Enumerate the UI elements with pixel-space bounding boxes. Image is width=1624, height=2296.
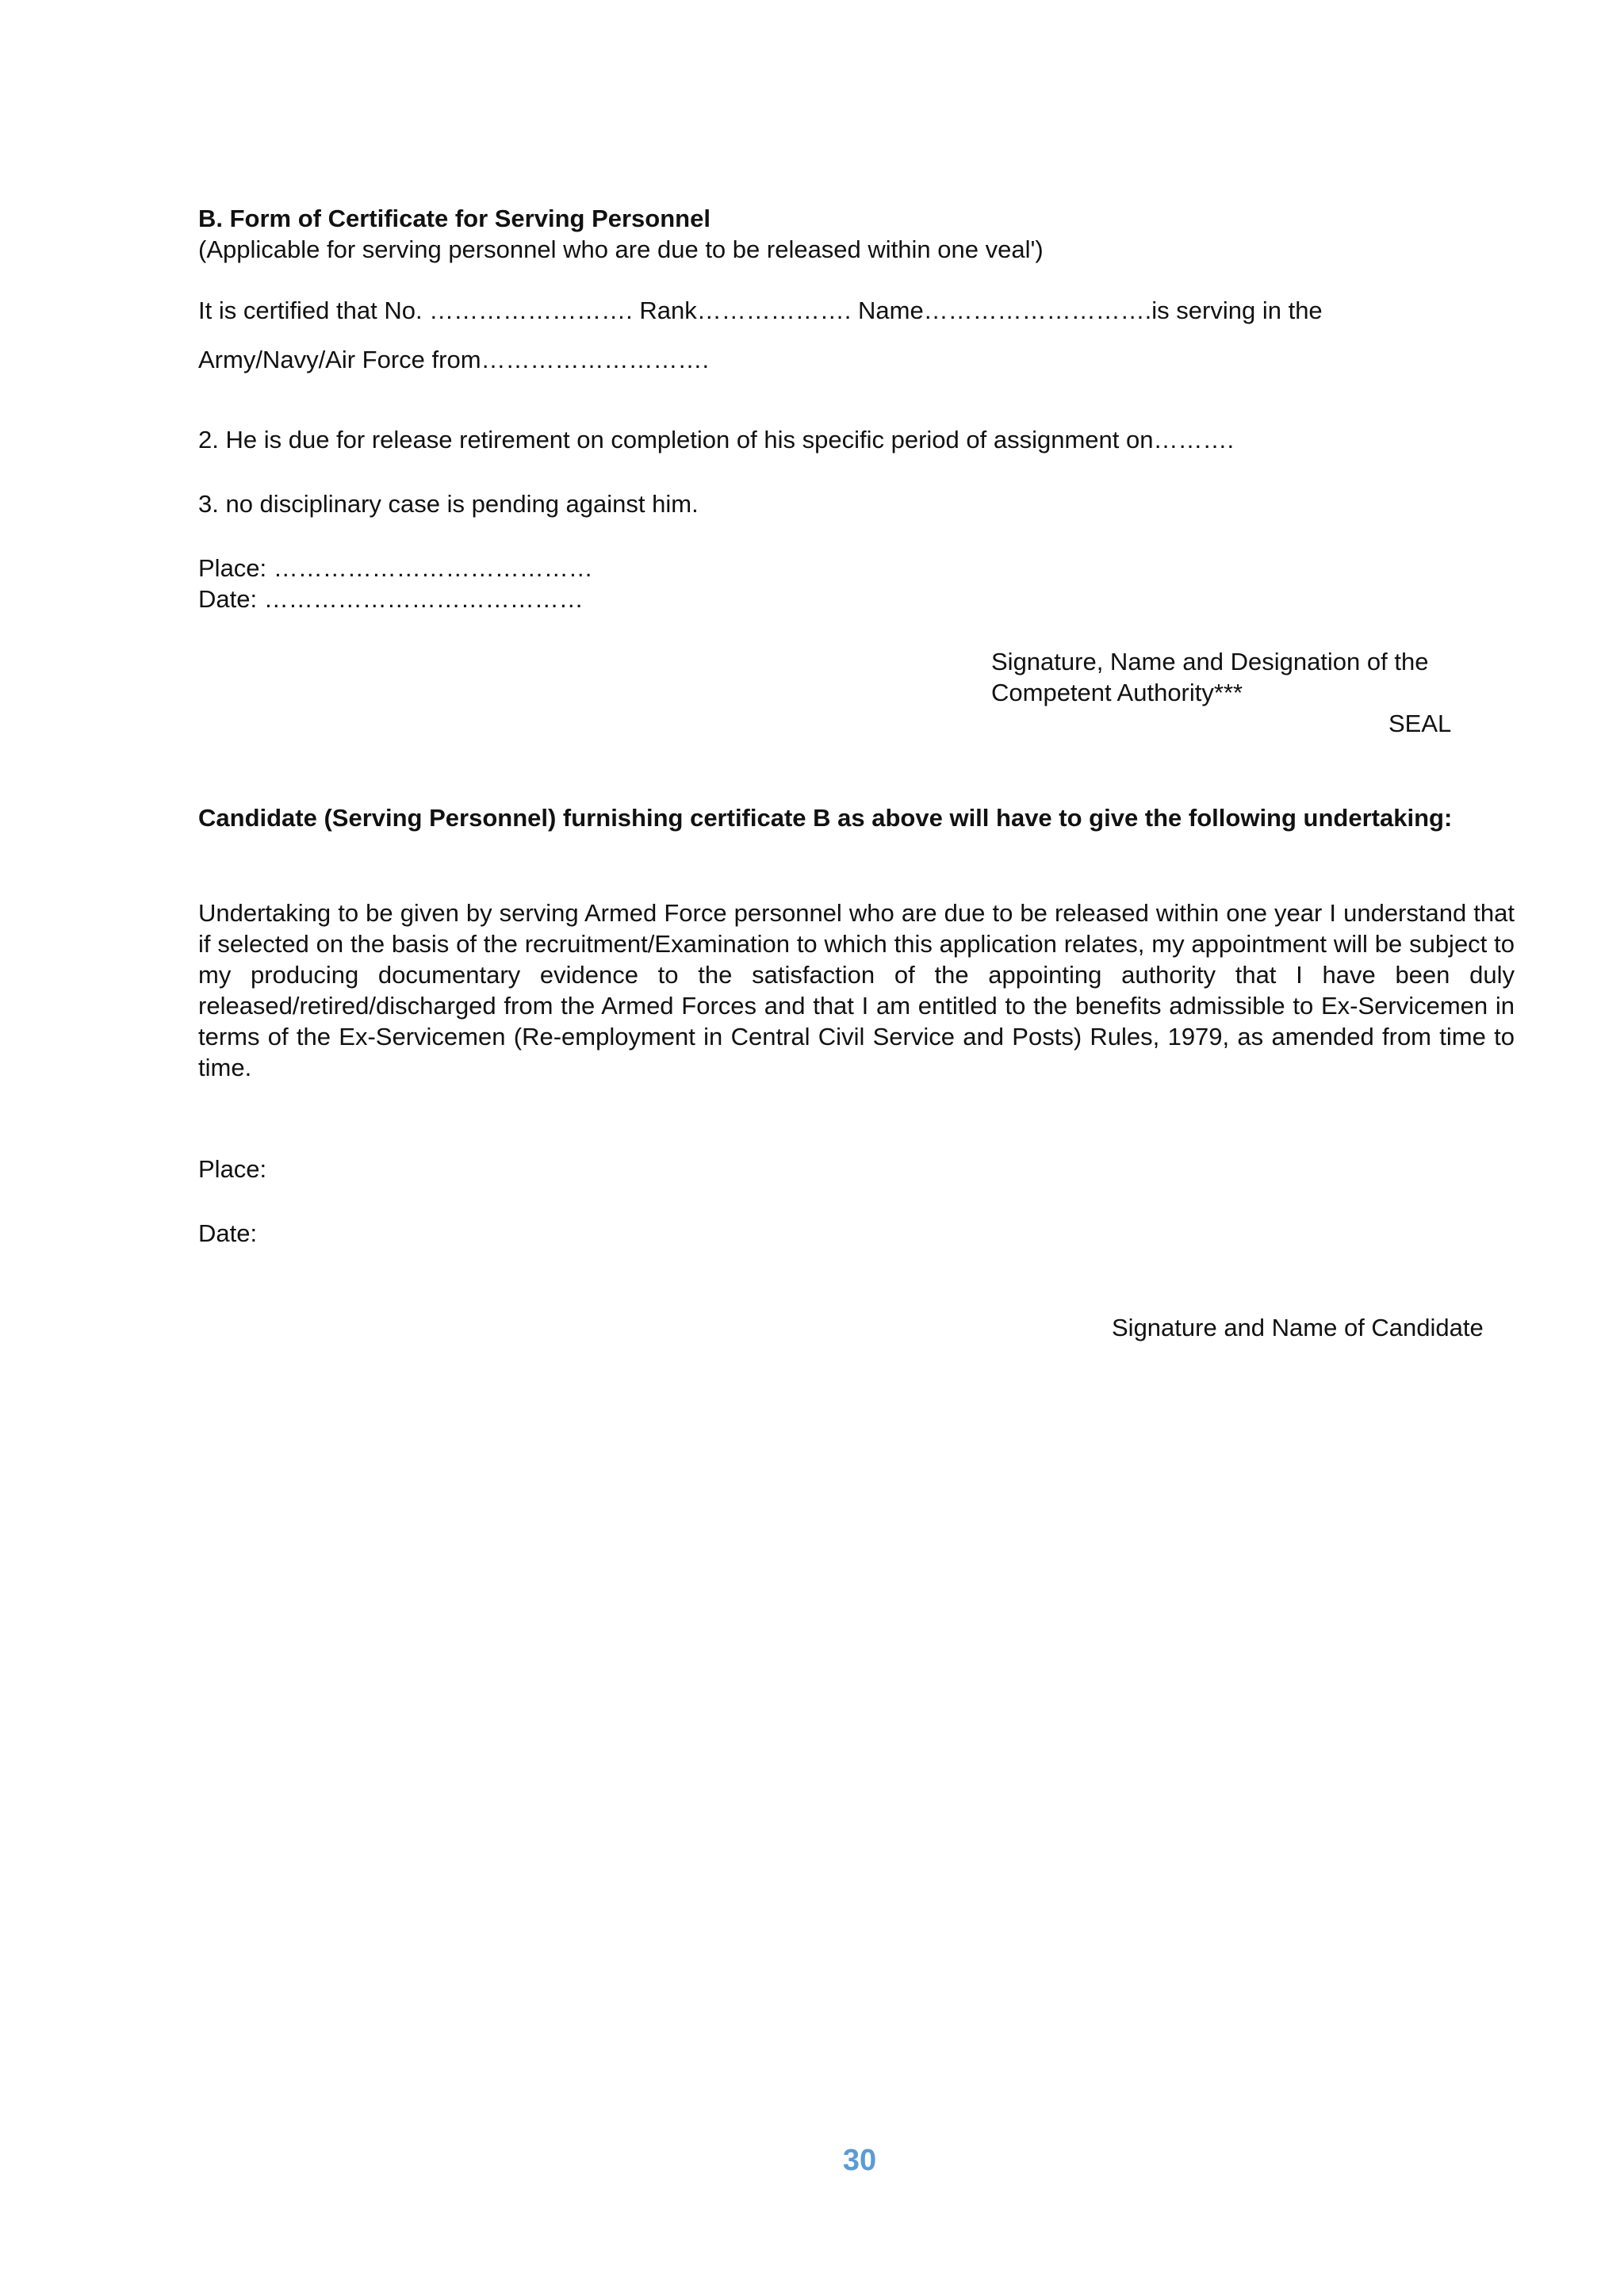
undertaking-date: Date: [198,1219,258,1247]
certified-line: It is certified that No. ……………………. Rank………………. Name……………………….is serving in the [198,297,1323,324]
certificate-applicability: (Applicable for serving personnel who are due to be released within one veal') [198,235,1044,263]
candidate-signature: Signature and Name of Candidate [1112,1314,1484,1341]
undertaking-heading: Candidate (Serving Personnel) furnishing certificate B as above will have to give the following undertaking: [198,804,1453,832]
authority-signature-line-1: Signature, Name and Designation of the [991,648,1429,675]
undertaking-body: Undertaking to be given by serving Armed Force personnel who are due to be released within one year I understand that if selected on the basis of the recruitment/Examination to which this application relates, my appointment will be subject to my producing documentary evidence to the satisfaction of the appointing authority that I have been duly released/retired/discharged from the Armed Forces and that I am entitled to the benefits admissible to Ex-Servicemen in terms of the Ex-Servicemen (Re-employment in Central Civil Service and Posts) Rules, 1979, as amended from time to time. [198,899,1515,1081]
page-number: 30 [842,2144,877,2177]
service-line: Army/Navy/Air Force from………………………. [198,346,710,373]
authority-signature-line-2: Competent Authority*** [991,679,1243,706]
disciplinary-item: 3. no disciplinary case is pending against him. [198,490,699,518]
undertaking-place: Place: [198,1155,267,1183]
certificate-heading: B. Form of Certificate for Serving Personnel [198,205,710,232]
seal-label: SEAL [1388,710,1452,737]
certificate-place: Place: ………………………………… [198,554,593,582]
release-item: 2. He is due for release retirement on completion of his specific period of assignment on………. [198,426,1235,453]
certificate-date: Date: ………………………………… [198,585,584,613]
